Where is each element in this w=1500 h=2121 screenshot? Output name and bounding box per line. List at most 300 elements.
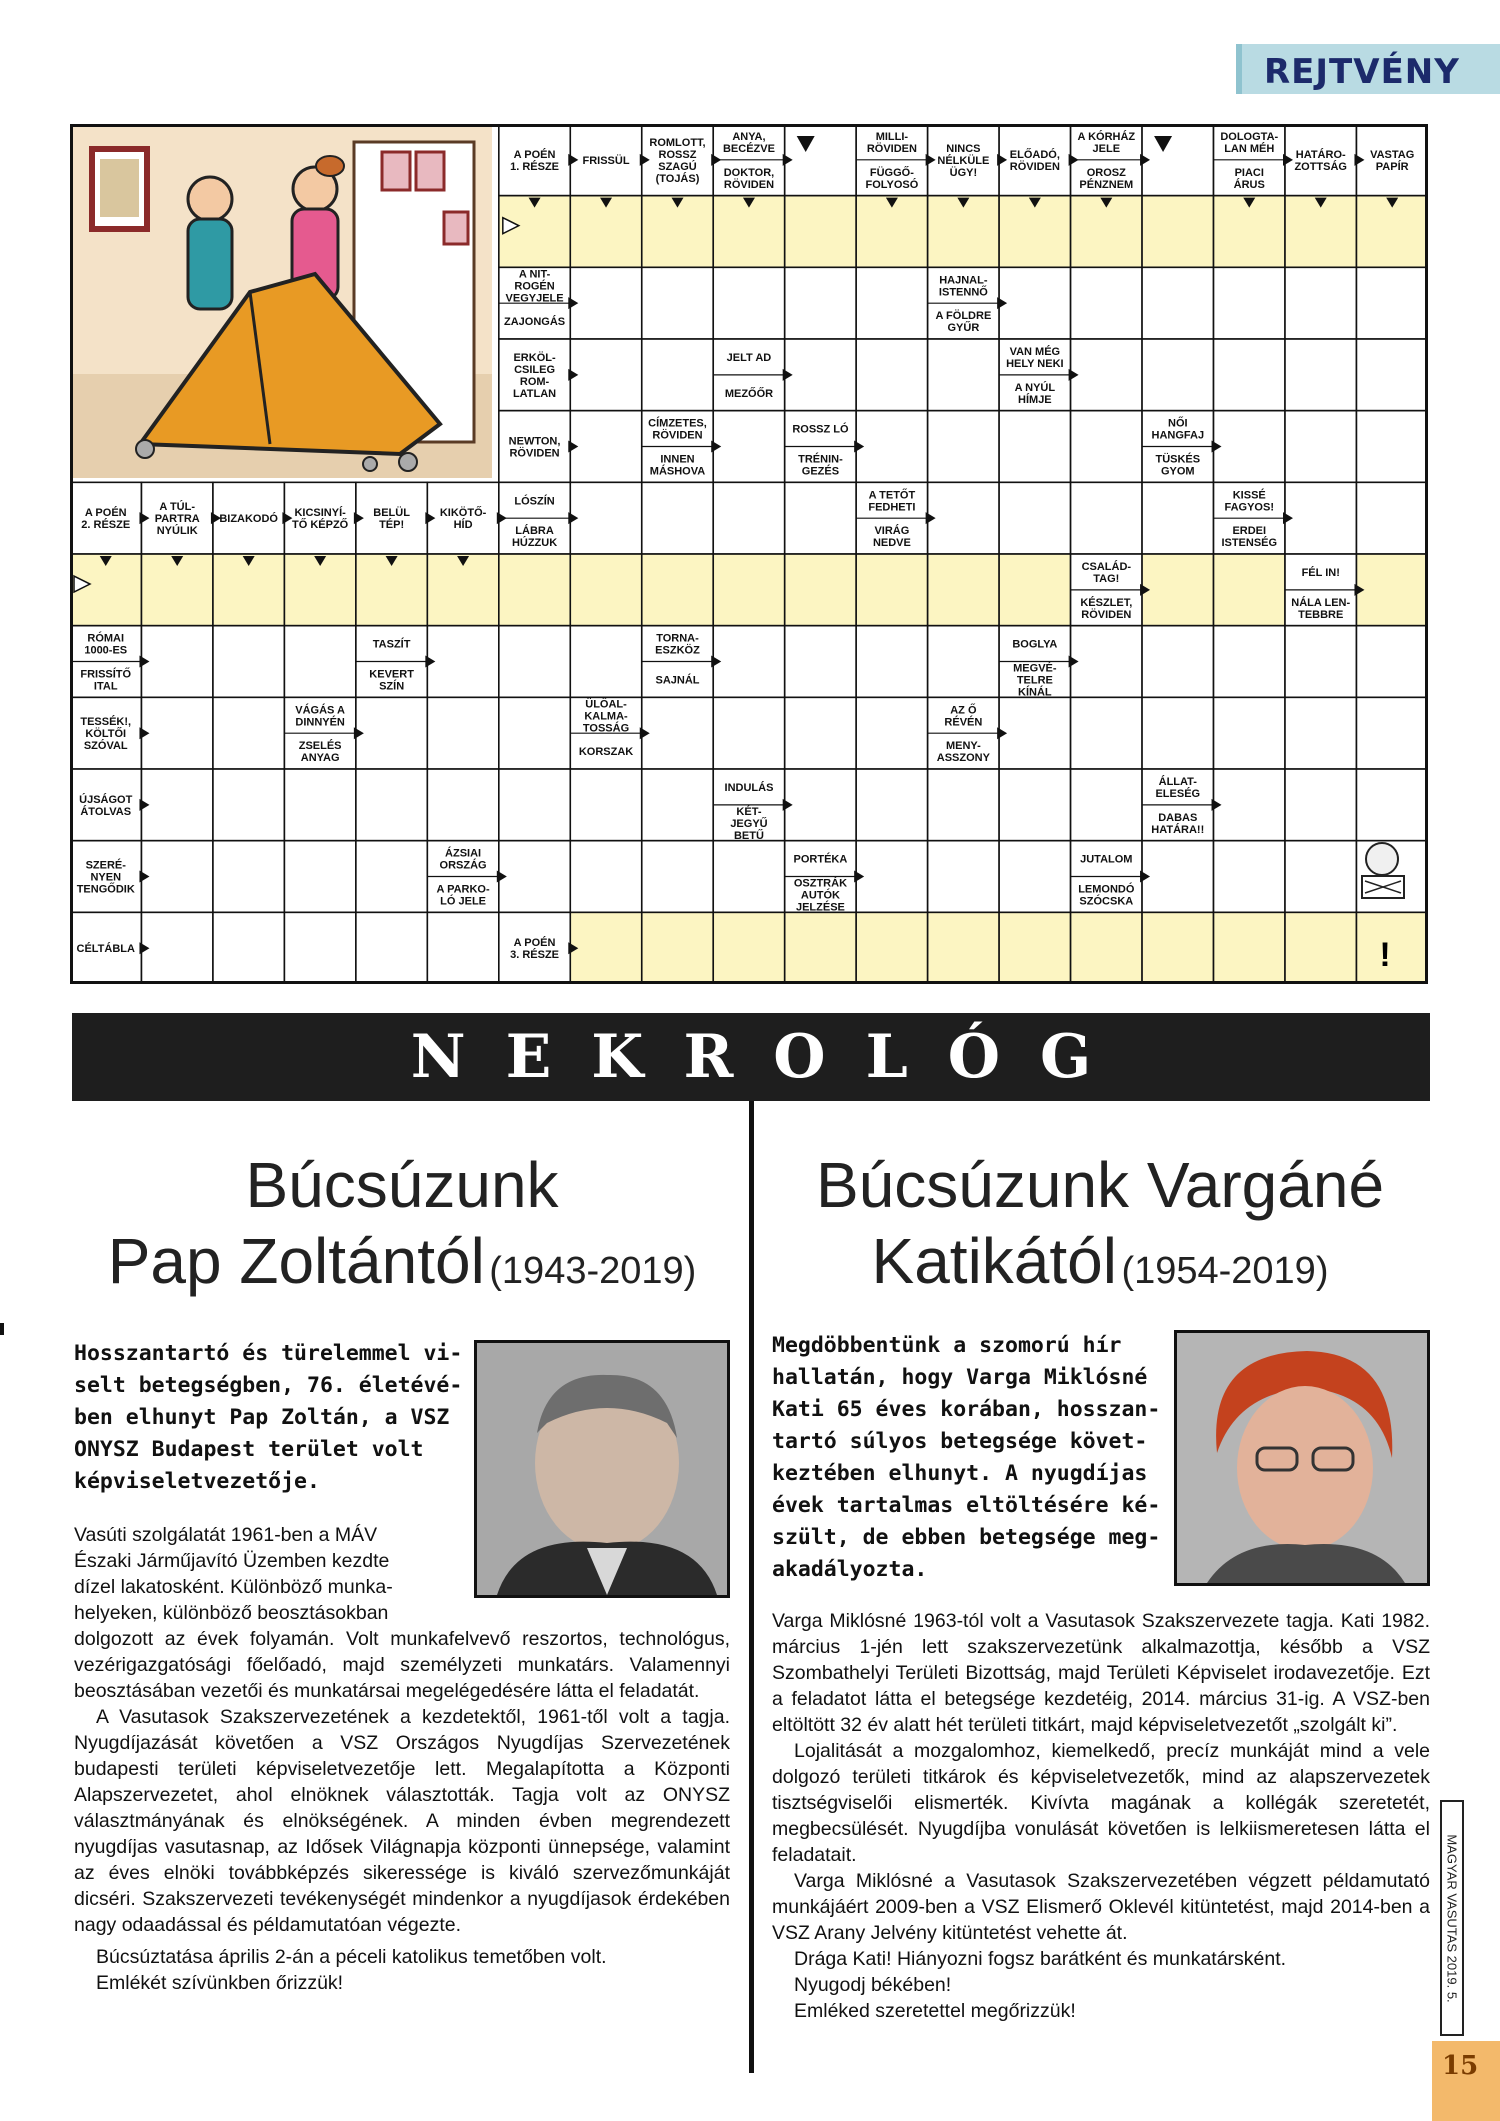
- answer-cell[interactable]: [1356, 626, 1427, 698]
- clue-text: MÁSHOVA: [649, 465, 706, 478]
- answer-cell[interactable]: [642, 482, 713, 554]
- answer-cell[interactable]: [570, 554, 641, 626]
- answer-cell[interactable]: [713, 626, 784, 698]
- answer-cell[interactable]: [427, 697, 498, 769]
- clue-text: ISTENSÉG: [1221, 537, 1278, 550]
- clue-text: TAG!: [1093, 572, 1120, 585]
- clue-text: ÚJSÁGOT: [79, 793, 133, 806]
- clue-text: BECÉZVE: [722, 142, 775, 155]
- answer-cell[interactable]: [785, 482, 856, 554]
- lead-line: Kati 65 éves korában, hosszan-: [772, 1397, 1161, 1422]
- clue-text: KORSZAK: [578, 746, 634, 759]
- answer-cell[interactable]: [785, 912, 856, 984]
- answer-cell[interactable]: [713, 554, 784, 626]
- clue-text: SZÓVAL: [83, 740, 128, 753]
- clue-text: GYOM: [1160, 465, 1195, 478]
- side-label-text: MAGYAR VASUTAS 2019. 5.: [1444, 1833, 1460, 2003]
- paragraph: Varga Miklósné a Vasutasok Szakszervezetében végzett példamutató munkájáért 2009-ben a VSZ Elismerő Oklevél kitüntetést, majd 2014-ben a VSZ Arany Jelvény kitüntetést vehette át.: [772, 1870, 1430, 1944]
- answer-cell[interactable]: [141, 626, 212, 698]
- clue-text: KISSÉ: [1232, 489, 1266, 502]
- clue-text: LAN MÉH: [1224, 142, 1275, 155]
- answer-cell[interactable]: [1071, 482, 1142, 554]
- answer-cell[interactable]: [999, 482, 1070, 554]
- answer-cell[interactable]: [1142, 626, 1213, 698]
- clue-text: RÖVIDEN: [723, 178, 775, 191]
- clue-text: RÖVIDEN: [652, 429, 703, 442]
- answer-cell[interactable]: [1071, 912, 1142, 984]
- answer-cell[interactable]: [356, 841, 427, 913]
- body-line: Vasúti szolgálatát 1961-ben a MÁV: [74, 1524, 378, 1546]
- answer-cell[interactable]: [1142, 124, 1213, 196]
- nekrolog-heading: NEKROLÓG: [410, 1022, 1132, 1092]
- clue-text: PÉNZNEM: [1079, 178, 1134, 191]
- clue-text: ORSZÁG: [439, 859, 487, 872]
- clue-text: ROSSZ: [658, 148, 697, 161]
- clue-text: VEGYJELE: [505, 292, 564, 305]
- clue-text: VÁGÁS A: [295, 704, 346, 717]
- clue-text: TEBBRE: [1298, 608, 1344, 621]
- clue-text: HATÁRA!!: [1151, 823, 1205, 836]
- answer-cell[interactable]: [999, 554, 1070, 626]
- clue-text: HÚZZUK: [511, 537, 558, 550]
- clue-text: RÉVÉN: [944, 716, 983, 729]
- paragraph: Emlékét szívünkben őrizzük!: [96, 1972, 344, 1994]
- clue-text: JELT AD: [726, 351, 772, 364]
- answer-cell[interactable]: [999, 411, 1070, 483]
- clue-text: KÖLTŐI: [85, 728, 127, 741]
- answer-cell[interactable]: [642, 841, 713, 913]
- answer-cell[interactable]: [928, 554, 999, 626]
- clue-text: NŐI: [1168, 417, 1188, 430]
- answer-cell[interactable]: [928, 626, 999, 698]
- answer-cell[interactable]: [1214, 554, 1285, 626]
- clue-text: OROSZ: [1086, 166, 1126, 179]
- clue-text: RÖVIDEN: [509, 447, 560, 460]
- answer-cell[interactable]: [499, 554, 570, 626]
- answer-cell[interactable]: [1356, 912, 1427, 984]
- answer-cell[interactable]: [570, 482, 641, 554]
- answer-cell[interactable]: [499, 841, 570, 913]
- answer-cell[interactable]: [1285, 411, 1356, 483]
- clue-text: HÍMJE: [1018, 393, 1052, 406]
- answer-cell[interactable]: [1071, 626, 1142, 698]
- clue-text: 1000-ES: [84, 644, 128, 657]
- answer-cell[interactable]: [141, 697, 212, 769]
- answer-cell[interactable]: [928, 912, 999, 984]
- clue-text: A FÖLDRE: [935, 310, 992, 323]
- answer-cell[interactable]: [1285, 626, 1356, 698]
- clue-text: PORTÉKA: [793, 853, 848, 866]
- answer-cell[interactable]: [213, 626, 284, 698]
- clue-text: PARTRA: [154, 513, 200, 526]
- clue-text: INNEN: [660, 453, 695, 466]
- clue-text: RÖVIDEN: [1009, 160, 1060, 173]
- clue-text: KÍNÁL: [1018, 686, 1052, 699]
- clue-text: MEGVÉ-: [1013, 662, 1057, 675]
- answer-cell[interactable]: [999, 267, 1070, 339]
- portrait-vargane-katika: [1174, 1330, 1430, 1586]
- answer-cell[interactable]: [356, 912, 427, 984]
- paragraph: dolgozott az évek folyamán. Volt munkafelvevő reszortos, technológus, vezérigazgatósági főelőadó, majd személyzeti munkatárs. Valamennyi beosztásában vezetői és munkatársai megelégedésére látta el feladatát.: [74, 1628, 730, 1702]
- clue-text: TENGŐDIK: [76, 883, 135, 896]
- right-title-line2: Katikától: [871, 1224, 1117, 1297]
- clue-text: TORNA-: [656, 632, 699, 645]
- clue-text: ROSSZ LÓ: [792, 423, 849, 436]
- answer-cell[interactable]: [1071, 411, 1142, 483]
- clue-text: LÁBRA: [515, 525, 554, 538]
- answer-cell[interactable]: [499, 769, 570, 841]
- answer-cell[interactable]: [713, 697, 784, 769]
- clue-text: A POÉN: [513, 937, 556, 950]
- clue-text: PAPÍR: [1375, 160, 1409, 173]
- answer-cell[interactable]: [570, 411, 641, 483]
- column-divider: [749, 1101, 754, 2073]
- answer-cell[interactable]: [1142, 482, 1213, 554]
- section-tag: [1236, 44, 1500, 94]
- clue-text: TÉP!: [379, 519, 405, 532]
- answer-cell[interactable]: [356, 697, 427, 769]
- clue-text: ÁRUS: [1233, 178, 1265, 191]
- clue-text: SAJNÁL: [655, 674, 700, 687]
- answer-cell[interactable]: [213, 697, 284, 769]
- clue-text: DINNYÉN: [295, 716, 345, 729]
- clue-text: A POÉN: [513, 148, 556, 161]
- clue-text: ERDEI: [1232, 525, 1267, 538]
- answer-cell[interactable]: [570, 841, 641, 913]
- answer-cell[interactable]: [1071, 769, 1142, 841]
- right-lead: [772, 1330, 1168, 1586]
- lead-line: évek tartalmas eltöltésére ké-: [772, 1493, 1161, 1518]
- clue-text: JELE: [1092, 142, 1121, 155]
- lead-line: akadályozta.: [772, 1557, 928, 1582]
- body-line: helyeken, különböző beosztásokban: [74, 1602, 389, 1624]
- clue-text: FAGYOS!: [1224, 501, 1275, 514]
- clue-text: LÓ JELE: [440, 895, 487, 908]
- clue-text: 1. RÉSZE: [510, 160, 560, 173]
- clue-text: HELY NEKI: [1006, 357, 1064, 370]
- answer-cell[interactable]: [856, 339, 927, 411]
- answer-cell[interactable]: [642, 912, 713, 984]
- clue-text: TELRE: [1016, 674, 1053, 687]
- answer-cell[interactable]: [1356, 554, 1427, 626]
- answer-cell[interactable]: [570, 769, 641, 841]
- paragraph: Búcsúztatása április 2-án a péceli katolikus temetőben volt.: [96, 1946, 607, 1968]
- lead-line: szült, de ebben betegsége meg-: [772, 1525, 1161, 1550]
- answer-cell[interactable]: [284, 626, 355, 698]
- clue-text: INDULÁS: [724, 781, 774, 794]
- answer-cell[interactable]: [1142, 339, 1213, 411]
- clue-text: ÁLLAT-: [1158, 775, 1197, 788]
- answer-cell[interactable]: [785, 124, 856, 196]
- clue-text: PIACI: [1234, 166, 1264, 179]
- clue-text: ELESÉG: [1155, 787, 1201, 800]
- clue-text: ISTENNŐ: [938, 286, 988, 299]
- clue-text: ASSZONY: [936, 752, 990, 765]
- clue-text: RÖVIDEN: [1081, 608, 1132, 621]
- clue-text: ESZKÖZ: [655, 644, 700, 657]
- answer-cell[interactable]: [141, 912, 212, 984]
- clue-text: CSILEG: [514, 363, 556, 376]
- answer-cell[interactable]: [356, 769, 427, 841]
- answer-cell[interactable]: [284, 912, 355, 984]
- answer-cell[interactable]: [141, 841, 212, 913]
- answer-cell[interactable]: [213, 841, 284, 913]
- paragraph: Varga Miklósné 1963-tól volt a Vasutasok Szakszervezete tagja. Kati 1982. március 1-jén lett szakszervezetünk alkalmazottja, később a VSZ Szombathelyi Területi Bizottság, majd Területi Képviselet irodavezetője. Ezt a feladatot látta el betegsége kezdetéig, 2014. március 31-ig. A VSZ-ben eltöltött 32 év alatt hét területi titkárt, majd képviseletvezetőt „szolgált ki”.: [772, 1610, 1430, 1736]
- answer-cell[interactable]: [141, 769, 212, 841]
- clue-text: JUTALOM: [1080, 853, 1133, 866]
- answer-cell[interactable]: [642, 697, 713, 769]
- clue-text: HANGFAJ: [1151, 429, 1205, 442]
- answer-cell[interactable]: [1285, 769, 1356, 841]
- right-body: [772, 1608, 1430, 2024]
- answer-cell[interactable]: [1214, 912, 1285, 984]
- answer-cell[interactable]: [928, 769, 999, 841]
- answer-cell[interactable]: [1071, 339, 1142, 411]
- clue-text: FOLYOSÓ: [865, 178, 919, 191]
- answer-cell[interactable]: [713, 841, 784, 913]
- clue-text: A KÓRHÁZ: [1077, 130, 1136, 143]
- clue-text: ÁTOLVAS: [80, 805, 132, 818]
- answer-cell[interactable]: [642, 554, 713, 626]
- right-article-title: [770, 1148, 1430, 1299]
- clue-text: ERKÖL-: [513, 351, 556, 364]
- answer-cell[interactable]: [1356, 482, 1427, 554]
- answer-cell[interactable]: [1214, 339, 1285, 411]
- answer-cell[interactable]: [928, 411, 999, 483]
- answer-cell[interactable]: [570, 626, 641, 698]
- answer-cell[interactable]: [570, 339, 641, 411]
- clue-text: RÖVIDEN: [866, 142, 917, 155]
- answer-cell[interactable]: [1356, 697, 1427, 769]
- clue-text: 3. RÉSZE: [510, 949, 560, 962]
- answer-cell[interactable]: [1214, 411, 1285, 483]
- left-lead: [74, 1338, 466, 1498]
- clue-text: BETŰ: [733, 829, 764, 842]
- answer-cell[interactable]: [1071, 697, 1142, 769]
- page-number-tab: [1432, 2041, 1500, 2121]
- clue-text: A TÚL-: [159, 501, 196, 514]
- answer-cell[interactable]: [785, 554, 856, 626]
- clue-text: FÜGGŐ-: [869, 166, 914, 179]
- clue-text: ÜLŐAL-: [585, 698, 627, 711]
- answer-cell[interactable]: [1214, 267, 1285, 339]
- paragraph: Drága Kati! Hiányozni fogsz barátként és munkatársként.: [794, 1948, 1287, 1970]
- answer-cell[interactable]: [1214, 626, 1285, 698]
- answer-cell[interactable]: [785, 769, 856, 841]
- answer-cell[interactable]: [1071, 267, 1142, 339]
- answer-cell[interactable]: [856, 554, 927, 626]
- answer-cell[interactable]: [570, 267, 641, 339]
- clue-text: ZAJONGÁS: [503, 316, 566, 329]
- clue-text: TASZÍT: [372, 638, 411, 651]
- clue-text: AUTÓK: [800, 889, 840, 902]
- answer-cell[interactable]: [713, 912, 784, 984]
- clue-text: ROM-: [519, 375, 550, 388]
- answer-cell[interactable]: [1356, 769, 1427, 841]
- answer-cell[interactable]: [213, 912, 284, 984]
- clue-text: NEWTON,: [508, 435, 561, 448]
- answer-cell[interactable]: [499, 626, 570, 698]
- clue-text: JELZÉSE: [795, 901, 845, 914]
- answer-cell[interactable]: [1214, 841, 1285, 913]
- answer-cell[interactable]: [1356, 411, 1427, 483]
- answer-cell[interactable]: [856, 411, 927, 483]
- clue-text: NEDVE: [872, 537, 911, 550]
- clue-text: HÍD: [453, 519, 473, 532]
- clue-text: SZERÉ-: [85, 859, 126, 872]
- clue-text: ROMLOTT,: [649, 136, 706, 149]
- clue-text: VIRÁG: [874, 525, 910, 538]
- clue-text: CÍMZETES,: [648, 417, 707, 430]
- clue-text: TESSÉK!,: [80, 716, 132, 729]
- clue-text: A PARKO-: [436, 883, 490, 896]
- answer-cell[interactable]: [1142, 554, 1213, 626]
- answer-cell[interactable]: [1142, 697, 1213, 769]
- clue-text: SZAGÚ: [658, 160, 697, 173]
- answer-cell[interactable]: [713, 411, 784, 483]
- answer-cell[interactable]: [999, 841, 1070, 913]
- clue-text: RÓMAI: [87, 632, 125, 645]
- magazine-side-label: [1440, 1800, 1464, 2036]
- answer-cell[interactable]: [1285, 841, 1356, 913]
- clue-text: BIZAKODÓ: [219, 513, 279, 526]
- answer-cell[interactable]: [1356, 339, 1427, 411]
- clue-text: DOLOGTA-: [1220, 130, 1279, 143]
- answer-cell[interactable]: [427, 769, 498, 841]
- answer-cell[interactable]: [1285, 482, 1356, 554]
- clue-text: FEDHETI: [868, 501, 916, 514]
- page-number: 15: [1442, 2051, 1479, 2081]
- answer-cell[interactable]: [1214, 697, 1285, 769]
- clue-text: LEMONDÓ: [1078, 883, 1135, 896]
- answer-cell[interactable]: [213, 769, 284, 841]
- answer-cell[interactable]: [642, 769, 713, 841]
- lead-line: ONYSZ Budapest terület volt: [74, 1437, 424, 1462]
- clue-text: DABAS: [1158, 811, 1198, 824]
- clue-text: SZÓCSKA: [1079, 895, 1134, 908]
- answer-cell[interactable]: [856, 697, 927, 769]
- clue-text: NÁLA LEN-: [1291, 596, 1351, 609]
- answer-cell[interactable]: [713, 482, 784, 554]
- answer-cell[interactable]: [999, 769, 1070, 841]
- answer-cell[interactable]: [427, 912, 498, 984]
- clue-text: MENY-: [945, 740, 981, 753]
- paragraph: Nyugodj békében!: [794, 1974, 952, 1996]
- answer-cell[interactable]: [427, 626, 498, 698]
- clue-text: (TOJÁS): [655, 172, 700, 185]
- answer-cell[interactable]: [713, 267, 784, 339]
- clue-text: FRISSÍTŐ: [80, 668, 132, 681]
- answer-cell[interactable]: [856, 626, 927, 698]
- answer-cell[interactable]: [499, 697, 570, 769]
- answer-cell[interactable]: [642, 267, 713, 339]
- clue-text: NÉLKÜLE: [937, 154, 990, 167]
- answer-cell[interactable]: [928, 482, 999, 554]
- answer-cell[interactable]: [856, 267, 927, 339]
- answer-cell[interactable]: [1142, 267, 1213, 339]
- clue-text: FRISSÜL: [582, 154, 630, 167]
- clue-text: ÜGY!: [949, 166, 978, 179]
- answer-cell[interactable]: [1214, 769, 1285, 841]
- clue-text: A POÉN: [84, 507, 127, 520]
- answer-cell[interactable]: [1285, 912, 1356, 984]
- left-title-line1: Búcsúzunk: [245, 1149, 559, 1221]
- answer-cell[interactable]: [1142, 196, 1213, 268]
- clue-text: KEVERT: [369, 668, 414, 681]
- answer-cell[interactable]: [928, 841, 999, 913]
- answer-cell[interactable]: [999, 912, 1070, 984]
- answer-cell[interactable]: [785, 626, 856, 698]
- clue-text: KÉSZLET,: [1080, 596, 1133, 609]
- clue-text: A NIT-: [518, 268, 551, 281]
- lead-line: ben elhunyt Pap Zoltán, a VSZ: [74, 1405, 450, 1430]
- answer-cell[interactable]: [1285, 697, 1356, 769]
- answer-cell[interactable]: [999, 697, 1070, 769]
- clue-text: BOGLYA: [1012, 638, 1058, 651]
- body-line: Északi Járműjavító Üzemben kezdte: [74, 1550, 390, 1572]
- clue-text: NYÚLIK: [156, 525, 198, 538]
- clue-text: ÁZSIAI: [445, 847, 482, 860]
- lead-line: tartó súlyos betegsége követ-: [772, 1429, 1148, 1454]
- lead-line: Megdöbbentünk a szomorú hír: [772, 1333, 1122, 1358]
- answer-cell[interactable]: [1285, 339, 1356, 411]
- clue-text: TRÉNIN-: [798, 453, 843, 466]
- answer-cell[interactable]: [642, 339, 713, 411]
- clue-text: ANYAG: [300, 752, 340, 765]
- clue-text: JEGYŰ: [730, 817, 768, 830]
- cartoon-illustration: [72, 126, 492, 478]
- answer-cell[interactable]: [1356, 267, 1427, 339]
- answer-cell[interactable]: [856, 912, 927, 984]
- clue-text: GYŰR: [947, 322, 980, 335]
- answer-cell[interactable]: [928, 339, 999, 411]
- clue-text: ROGÉN: [514, 280, 555, 293]
- left-body: [74, 1626, 730, 1996]
- answer-cell[interactable]: [856, 841, 927, 913]
- exclamation-mark: !: [1379, 936, 1391, 974]
- answer-cell[interactable]: [856, 769, 927, 841]
- answer-cell[interactable]: [785, 697, 856, 769]
- clue-text: AZ Ő: [950, 704, 977, 717]
- clue-text: OSZTRÁK: [793, 877, 848, 890]
- clue-text: GEZÉS: [801, 465, 840, 478]
- answer-cell[interactable]: [1142, 912, 1213, 984]
- answer-cell[interactable]: [785, 196, 856, 268]
- answer-cell[interactable]: [570, 912, 641, 984]
- clue-text: NYEN: [90, 871, 122, 884]
- clue-text: LÓSZÍN: [514, 495, 555, 508]
- answer-cell[interactable]: [1285, 267, 1356, 339]
- crossword-puzzle: [70, 124, 1428, 984]
- clue-text: ITAL: [93, 680, 118, 693]
- answer-cell[interactable]: [284, 841, 355, 913]
- lead-line: keztében elhunyt. A nyugdíjas: [772, 1461, 1148, 1486]
- nekrolog-heading-bar: [72, 1013, 1430, 1101]
- clue-text: VASTAG: [1370, 148, 1415, 161]
- clue-text: ANYA,: [732, 130, 766, 143]
- left-title-line2: Pap Zoltántól: [107, 1224, 485, 1297]
- clue-text: BELÜL: [373, 507, 410, 520]
- answer-cell[interactable]: [785, 339, 856, 411]
- answer-cell[interactable]: [1142, 841, 1213, 913]
- answer-cell[interactable]: [284, 769, 355, 841]
- lead-line: hallatán, hogy Varga Miklósné: [772, 1365, 1148, 1390]
- lead-line: Hosszantartó és türelemmel vi-: [74, 1341, 463, 1366]
- left-article-title: [72, 1148, 732, 1299]
- clue-text: SZÍN: [379, 680, 405, 693]
- answer-cell[interactable]: [785, 267, 856, 339]
- portrait-pap-zoltan: [474, 1340, 730, 1598]
